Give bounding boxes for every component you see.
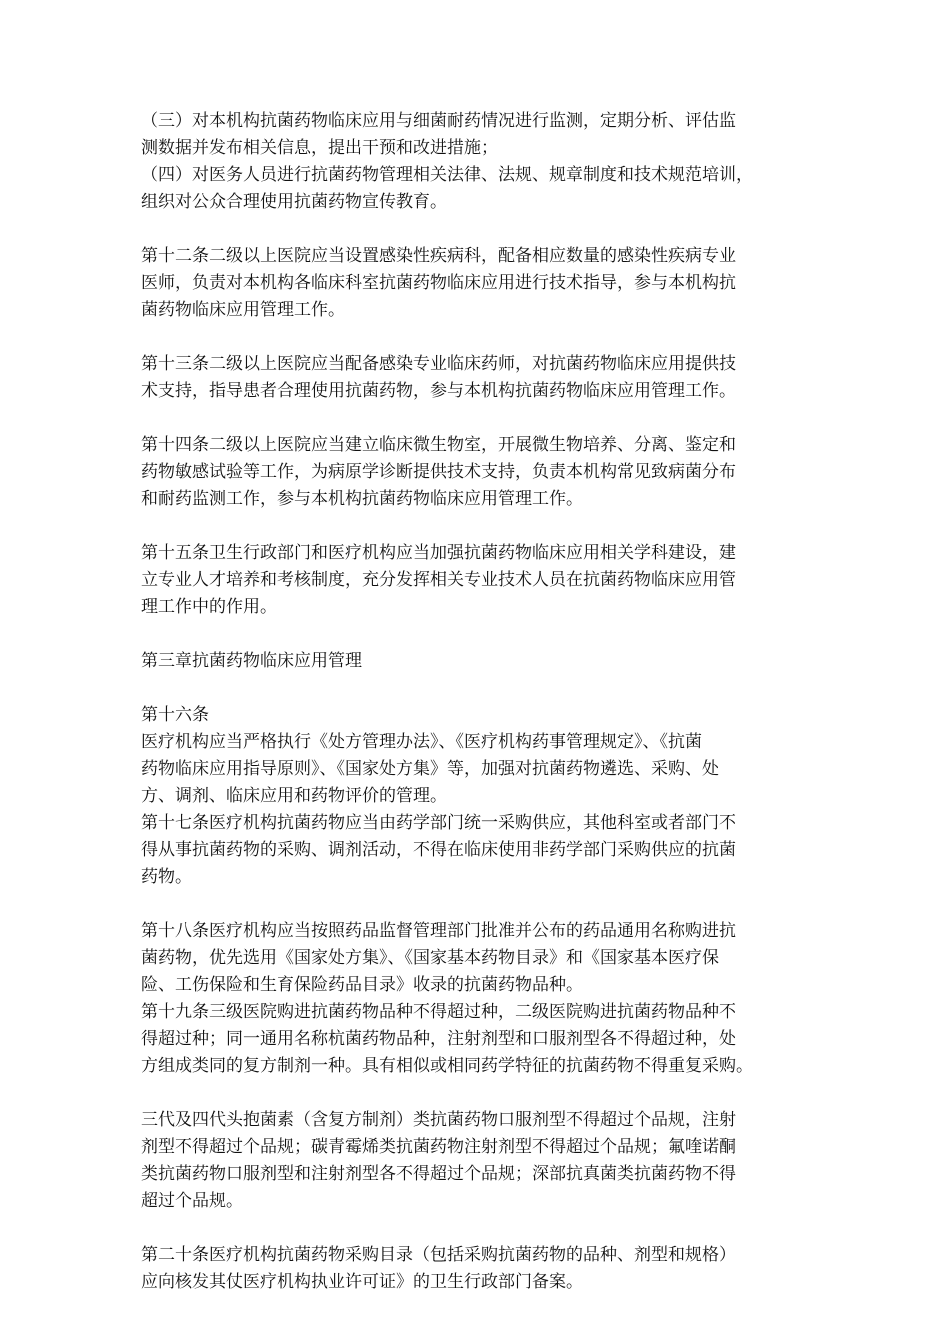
paragraph-gap [141,324,813,351]
text-line: 菌药物临床应用管理工作。 [141,300,345,320]
text-line: 第十四条二级以上医院应当建立临床微生物室，开展微生物培养、分离、鉴定和 [141,435,736,455]
paragraph-gap [141,405,813,432]
paragraph-gap [141,1215,813,1242]
paragraph-gap [141,675,813,702]
text-line: 三代及四代头抱菌素（含复方制剂）类抗菌药物口服剂型不得超过个品规，注射 [141,1110,736,1130]
paragraph-gap [141,216,813,243]
text-line: 第十二条二级以上医院应当设置感染性疾病科，配备相应数量的感染性疾病专业 [141,246,736,266]
text-line: 险、工伤保险和生育保险药品目录》收录的抗菌药物品种。 [141,975,583,995]
text-line: （三）对本机构抗菌药物临床应用与细菌耐药情况进行监测，定期分析、评估监 [141,111,736,131]
text-line: 得从事抗菌药物的采购、调剂活动，不得在临床使用非药学部门采购供应的抗菌 [141,840,736,860]
document-page [141,108,813,1296]
text-line: 第十六条 [141,705,209,725]
text-line: 第十三条二级以上医院应当配备感染专业临床药师，对抗菌药物临床应用提供技 [141,354,736,374]
text-line: 测数据并发布相关信息，提出干预和改进措施； [141,138,498,158]
paragraph-gap [141,621,813,648]
paragraph-gap [141,1080,813,1107]
text-line: 术支持，指导患者合理使用抗菌药物，参与本机构抗菌药物临床应用管理工作。 [141,381,736,401]
text-line: 第二十条医疗机构抗菌药物采购目录（包括采购抗菌药物的品种、剂型和规格） [141,1245,736,1265]
text-line: 立专业人才培养和考核制度，充分发挥相关专业技术人员在抗菌药物临床应用管 [141,570,736,590]
text-line: 方、调剂、临床应用和药物评价的管理。 [141,786,447,806]
text-line: 剂型不得超过个品规；碳青霉烯类抗菌药物注射剂型不得超过个品规；氟喹诺酮 [141,1137,736,1157]
text-line: 得超过种；同一通用名称杭菌药物品种，注射剂型和口服剂型各不得超过种，处 [141,1029,736,1049]
text-line: 菌药物，优先选用《国家处方集》、《国家基本药物目录》和《国家基本医疗保 [141,948,719,968]
text-line: 第十八条医疗机构应当按照药品监督管理部门批准并公布的药品通用名称购进抗 [141,921,736,941]
text-line: 药物敏感试验等工作，为病原学诊断提供技术支持，负责本机构常见致病菌分布 [141,462,736,482]
text-line: 和耐药监测工作，参与本机构抗菌药物临床应用管理工作。 [141,489,583,509]
paragraph-gap [141,891,813,918]
text-line: 医疗机构应当严格执行《处方管理办法》、《医疗机构药事管理规定》、《抗菌 [141,732,702,752]
text-line: 药物。 [141,867,192,887]
text-line: （四）对医务人员进行抗菌药物管理相关法律、法规、规章制度和技术规范培训， [141,165,753,185]
text-line: 药物临床应用指导原则》、《国家处方集》等，加强对抗菌药物遴选、采购、处 [141,759,719,779]
text-line: 第十五条卫生行政部门和医疗机构应当加强抗菌药物临床应用相关学科建设，建 [141,543,736,563]
text-line: 类抗菌药物口服剂型和注射剂型各不得超过个品规；深部抗真菌类抗菌药物不得 [141,1164,736,1184]
paragraph-gap [141,513,813,540]
text-line: 第十七条医疗机构抗菌药物应当由药学部门统一采购供应，其他科室或者部门不 [141,813,736,833]
text-line: 应向核发其仗医疗机构执业许可证》的卫生行政部门备案。 [141,1272,583,1292]
text-line: 第三章抗菌药物临床应用管理 [141,651,362,671]
text-line: 理工作中的作用。 [141,597,277,617]
text-line: 超过个品规。 [141,1191,243,1211]
text-line: 第十九条三级医院购进抗菌药物品种不得超过种，二级医院购进抗菌药物品种不 [141,1002,736,1022]
text-line: 组织对公众合理使用抗菌药物宣传教育。 [141,192,447,212]
text-line: 方组成类同的复方制剂一种。具有相似或相同药学特征的抗菌药物不得重复采购。 [141,1056,753,1076]
text-line: 医师，负责对本机构各临床科室抗菌药物临床应用进行技术指导，参与本机构抗 [141,273,736,293]
